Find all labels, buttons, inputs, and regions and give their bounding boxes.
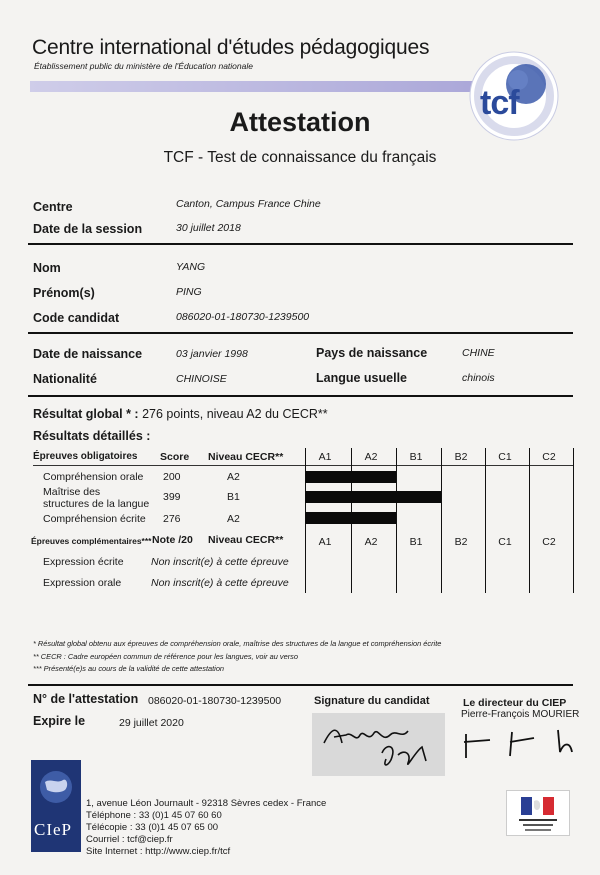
divider-4 bbox=[28, 684, 573, 686]
contact-phone: Téléphone : 33 (0)1 45 07 60 60 bbox=[86, 810, 222, 821]
expire-value: 29 juillet 2020 bbox=[119, 717, 184, 729]
level-col-a2: A2 bbox=[364, 451, 378, 463]
handwritten-signature-candidate bbox=[312, 713, 445, 776]
level-col-b2: B2 bbox=[454, 451, 468, 463]
global-result-label: Résultat global * : bbox=[33, 407, 139, 421]
contact-website: Site Internet : http://www.ciep.fr/tcf bbox=[86, 846, 231, 857]
level-col-c2-2: C2 bbox=[542, 536, 556, 548]
org-subtitle: Établissement public du ministère de l'Éducation nationale bbox=[34, 61, 253, 71]
level-col-c1: C1 bbox=[498, 451, 512, 463]
contact-email: Courriel : tcf@ciep.fr bbox=[86, 834, 173, 845]
ciep-logo bbox=[31, 760, 81, 852]
level-col-b2-2: B2 bbox=[454, 536, 468, 548]
code-value: 086020-01-180730-1239500 bbox=[176, 311, 310, 323]
divider-1 bbox=[28, 243, 573, 245]
ciep-logo-text: CIeP bbox=[34, 820, 72, 839]
divider-2 bbox=[28, 332, 573, 334]
oblig-row-score: 399 bbox=[163, 491, 181, 503]
cand-signature-box bbox=[312, 713, 445, 776]
grid-line bbox=[529, 448, 530, 593]
handwritten-signature-director bbox=[460, 722, 585, 762]
niveau-header: Niveau CECR** bbox=[208, 451, 284, 463]
grid-line bbox=[441, 448, 442, 593]
prenom-label: Prénom(s) bbox=[33, 286, 95, 300]
oblig-row-level: B1 bbox=[227, 491, 240, 503]
oblig-row-level: A2 bbox=[227, 471, 240, 483]
nationalite-value: CHINOISE bbox=[176, 373, 227, 385]
footnote: ** CECR : Cadre européen commun de référence pour les langues, voir au verso bbox=[33, 652, 298, 661]
header-band bbox=[30, 81, 495, 92]
header-underline bbox=[33, 465, 573, 466]
oblig-row-score: 200 bbox=[163, 471, 181, 483]
contact-address: 1, avenue Léon Journault - 92318 Sèvres cedex - France bbox=[86, 798, 327, 809]
centre-label: Centre bbox=[33, 200, 73, 214]
expire-label: Expire le bbox=[33, 714, 86, 728]
grid-line bbox=[573, 448, 574, 593]
pays-label: Pays de naissance bbox=[316, 346, 428, 360]
contact-fax: Télécopie : 33 (0)1 45 07 65 00 bbox=[86, 822, 219, 833]
level-col-a2-2: A2 bbox=[364, 536, 378, 548]
centre-value: Canton, Campus France Chine bbox=[176, 198, 321, 210]
session-date-value: 30 juillet 2018 bbox=[176, 222, 241, 234]
level-col-c2: C2 bbox=[542, 451, 556, 463]
tcf-logo-text: tcf bbox=[480, 84, 519, 122]
footnote: * Résultat global obtenu aux épreuves de compréhension orale, maîtrise des structures de la langue et compréhension écrite bbox=[33, 639, 442, 648]
level-col-b1: B1 bbox=[409, 451, 423, 463]
global-result bbox=[33, 407, 328, 421]
langue-value: chinois bbox=[462, 372, 495, 384]
niveau-header-2: Niveau CECR** bbox=[208, 534, 284, 546]
nom-label: Nom bbox=[33, 261, 61, 275]
marianne-flag-icon bbox=[507, 791, 569, 835]
comp-row-status: Non inscrit(e) à cette épreuve bbox=[151, 556, 289, 568]
comp-row-name: Expression écrite bbox=[43, 556, 124, 568]
grid-line bbox=[396, 448, 397, 593]
comp-row-status: Non inscrit(e) à cette épreuve bbox=[151, 577, 289, 589]
page-subtitle: TCF - Test de connaissance du français bbox=[163, 149, 437, 166]
grid-line bbox=[485, 448, 486, 593]
nom-value: YANG bbox=[176, 261, 206, 273]
oblig-row-name: Maîtrise des bbox=[43, 486, 101, 498]
oblig-row-name: structures de la langue bbox=[43, 498, 150, 510]
global-result-value: 276 points, niveau A2 du CECR** bbox=[142, 407, 328, 421]
divider-3 bbox=[28, 395, 573, 397]
oblig-row-score: 276 bbox=[163, 513, 181, 525]
dob-value: 03 janvier 1998 bbox=[176, 348, 248, 360]
level-bar-comprehension-orale bbox=[305, 471, 396, 483]
level-bar-comprehension-ecrite bbox=[305, 512, 396, 524]
attestation-num-value: 086020-01-180730-1239500 bbox=[148, 695, 282, 707]
note-header: Note /20 bbox=[152, 534, 193, 546]
footnote: *** Présenté(e)s au cours de la validité de cette attestation bbox=[33, 664, 225, 673]
level-bar-maitrise-structures bbox=[305, 491, 441, 503]
comp-header: Épreuves complémentaires*** bbox=[31, 536, 152, 546]
detail-results-label: Résultats détaillés : bbox=[33, 429, 151, 443]
oblig-row-level: A2 bbox=[227, 513, 240, 525]
page-title: Attestation bbox=[229, 107, 371, 137]
pays-value: CHINE bbox=[462, 347, 495, 359]
director-label: Le directeur du CIEP bbox=[463, 697, 567, 709]
dob-label: Date de naissance bbox=[33, 347, 143, 361]
level-col-a1-2: A1 bbox=[318, 536, 332, 548]
level-col-b1-2: B1 bbox=[409, 536, 423, 548]
code-label: Code candidat bbox=[33, 311, 120, 325]
comp-row-name: Expression orale bbox=[43, 577, 122, 589]
prenom-value: PING bbox=[176, 286, 202, 298]
oblig-row-name: Compréhension orale bbox=[43, 471, 144, 483]
director-name: Pierre-François MOURIER bbox=[461, 709, 580, 720]
level-col-a1: A1 bbox=[318, 451, 332, 463]
session-date-label: Date de la session bbox=[33, 222, 143, 236]
republique-francaise-logo bbox=[506, 790, 570, 836]
nationalite-label: Nationalité bbox=[33, 372, 97, 386]
cand-signature-label: Signature du candidat bbox=[314, 695, 430, 707]
score-header: Score bbox=[160, 451, 190, 463]
oblig-header: Épreuves obligatoires bbox=[33, 451, 138, 462]
director-signature bbox=[460, 722, 585, 762]
langue-label: Langue usuelle bbox=[316, 371, 407, 385]
org-name: Centre international d'études pédagogiques bbox=[32, 36, 430, 59]
oblig-row-name: Compréhension écrite bbox=[43, 513, 146, 525]
attestation-num-label: N° de l'attestation bbox=[33, 692, 139, 706]
level-col-c1-2: C1 bbox=[498, 536, 512, 548]
globe-icon bbox=[31, 760, 81, 818]
